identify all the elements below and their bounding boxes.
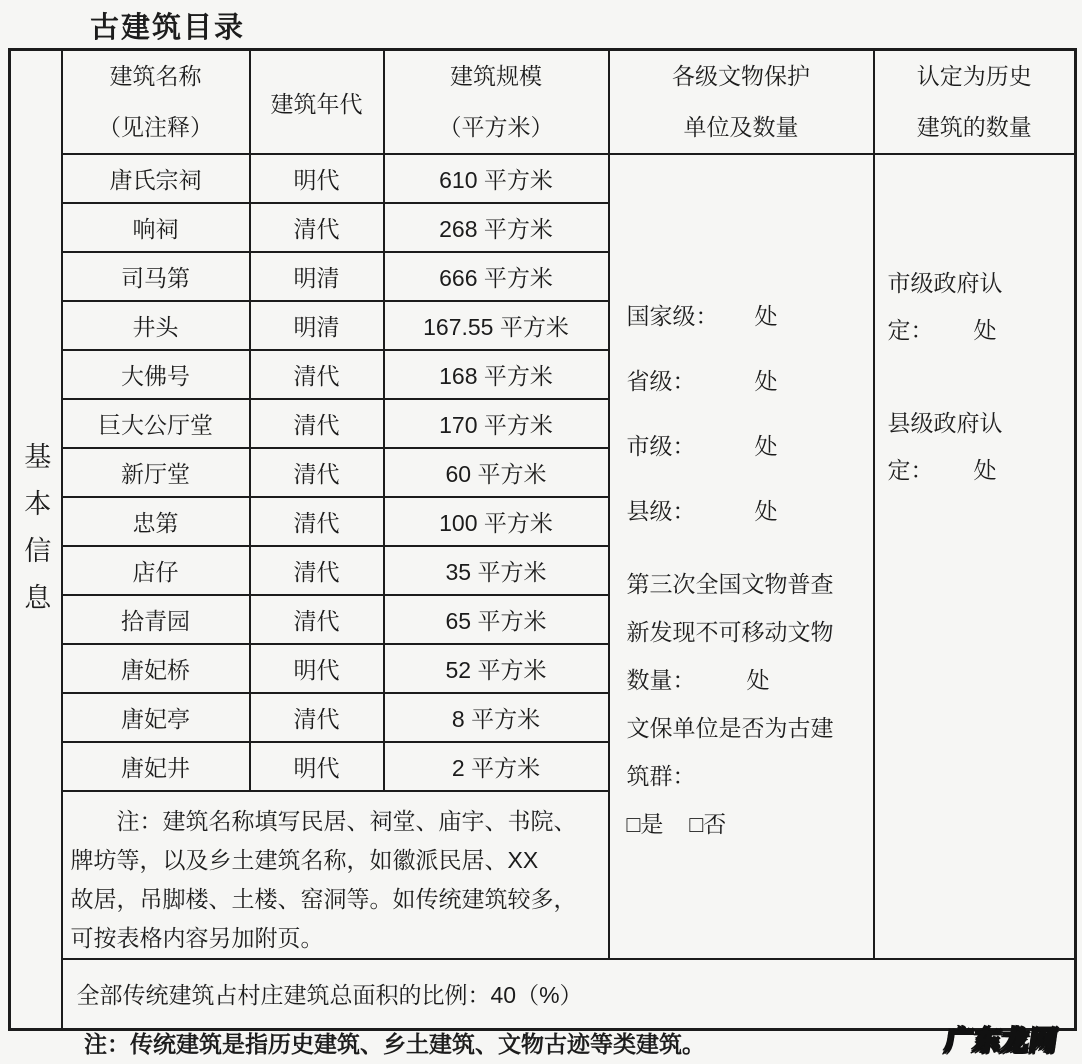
scale-cell: 2 平方米 [384, 742, 609, 791]
era-cell: 清代 [250, 693, 384, 742]
side-info-label: 基本信息 [20, 442, 51, 631]
scale-cell: 65 平方米 [384, 595, 609, 644]
historic-county-line: 县级政府认 [887, 410, 1003, 436]
era-cell: 清代 [250, 595, 384, 644]
historic-city-line: 市级政府认 [887, 270, 1003, 296]
scale-cell: 170 平方米 [384, 399, 609, 448]
side-info-cell [10, 50, 62, 1030]
catalog-table [8, 48, 1077, 1031]
note-line: 可按表格内容另加附页。 [70, 925, 324, 951]
historic-gap [888, 352, 1071, 398]
header-protection: 各级文物保护 单位及数量 [609, 50, 874, 155]
protection-level-national: 国家级： 处 [627, 282, 867, 347]
note-line: 牌坊等，以及乡土建筑名称，如徽派民居、XX [70, 847, 539, 873]
scale-cell: 52 平方米 [384, 644, 609, 693]
era-cell: 明清 [250, 252, 384, 301]
building-name-cell: 唐氏宗祠 [62, 154, 250, 203]
building-name-cell: 店仔 [62, 546, 250, 595]
scale-cell: 268 平方米 [384, 203, 609, 252]
historic-county-value: 处 [973, 457, 997, 483]
protection-level-national-value: 处 [754, 303, 778, 329]
scale-cell: 35 平方米 [384, 546, 609, 595]
era-cell: 清代 [250, 350, 384, 399]
note-cell [62, 791, 609, 959]
building-name-cell: 司马第 [62, 252, 250, 301]
historic-cell [874, 154, 1076, 959]
group-line-1: 文保单位是否为古建 [626, 714, 834, 741]
checkbox-row [627, 798, 867, 846]
protection-cell [609, 154, 874, 959]
survey-count-row: 数量： 处 [627, 654, 867, 702]
survey-line-2: 新发现不可移动文物 [626, 618, 834, 645]
scale-cell: 100 平方米 [384, 497, 609, 546]
protection-level-province: 省级： 处 [627, 347, 867, 412]
checkbox-yes[interactable]: □是 [626, 810, 664, 837]
protection-level-city-value: 处 [754, 433, 778, 459]
building-name-cell: 拾青园 [62, 595, 250, 644]
header-building-name: 建筑名称 （见注释） [62, 50, 250, 155]
scale-cell: 167.55 平方米 [384, 301, 609, 350]
protection-level-city: 市级： 处 [627, 412, 867, 477]
scale-cell: 666 平方米 [384, 252, 609, 301]
scale-cell: 8 平方米 [384, 693, 609, 742]
ratio-cell: 全部传统建筑占村庄建筑总面积的比例：40（%） [62, 959, 1076, 1029]
building-name-cell: 唐妃亭 [62, 693, 250, 742]
scale-cell: 60 平方米 [384, 448, 609, 497]
building-name-cell: 响祠 [62, 203, 250, 252]
building-name-cell: 巨大公厅堂 [62, 399, 250, 448]
building-name-cell: 井头 [62, 301, 250, 350]
era-cell: 明代 [250, 742, 384, 791]
protection-level-county: 县级： 处 [627, 477, 867, 542]
historic-city-value: 处 [973, 317, 997, 343]
watermark: 广东龙网 [943, 1026, 1060, 1056]
historic-city-value-row: 定： 处 [888, 305, 1071, 352]
survey-count-value: 处 [746, 666, 770, 693]
ratio-row [10, 959, 1076, 1029]
era-cell: 明清 [250, 301, 384, 350]
note-line: 注：建筑名称填写民居、祠堂、庙宇、书院、 [116, 808, 577, 834]
protection-level-county-value: 处 [754, 498, 778, 524]
era-cell: 明代 [250, 154, 384, 203]
scale-cell: 610 平方米 [384, 154, 609, 203]
era-cell: 明代 [250, 644, 384, 693]
building-name-cell: 唐妃桥 [62, 644, 250, 693]
checkbox-no[interactable]: □否 [689, 810, 727, 837]
header-era: 建筑年代 [250, 50, 384, 155]
header-scale: 建筑规模 （平方米） [384, 50, 609, 155]
building-name-cell: 大佛号 [62, 350, 250, 399]
group-line-2: 筑群： [626, 762, 696, 789]
scale-cell: 168 平方米 [384, 350, 609, 399]
survey-line-1: 第三次全国文物普查 [626, 570, 834, 597]
note-line: 故居，吊脚楼、土楼、窑洞等。如传统建筑较多， [70, 886, 577, 912]
table-row [10, 154, 1076, 203]
era-cell: 清代 [250, 203, 384, 252]
footer-note: 注：传统建筑是指历史建筑、乡土建筑、文物古迹等类建筑。 [84, 1031, 705, 1057]
building-name-cell: 忠第 [62, 497, 250, 546]
building-name-cell: 新厅堂 [62, 448, 250, 497]
era-cell: 清代 [250, 497, 384, 546]
era-cell: 清代 [250, 399, 384, 448]
protection-level-province-value: 处 [754, 368, 778, 394]
page-title: 古建筑目录 [90, 12, 246, 44]
building-name-cell: 唐妃井 [62, 742, 250, 791]
survey-block [627, 558, 867, 846]
header-historic: 认定为历史 建筑的数量 [874, 50, 1076, 155]
historic-county-value-row: 定： 处 [888, 445, 1071, 492]
era-cell: 清代 [250, 546, 384, 595]
era-cell: 清代 [250, 448, 384, 497]
header-row [10, 50, 1076, 155]
